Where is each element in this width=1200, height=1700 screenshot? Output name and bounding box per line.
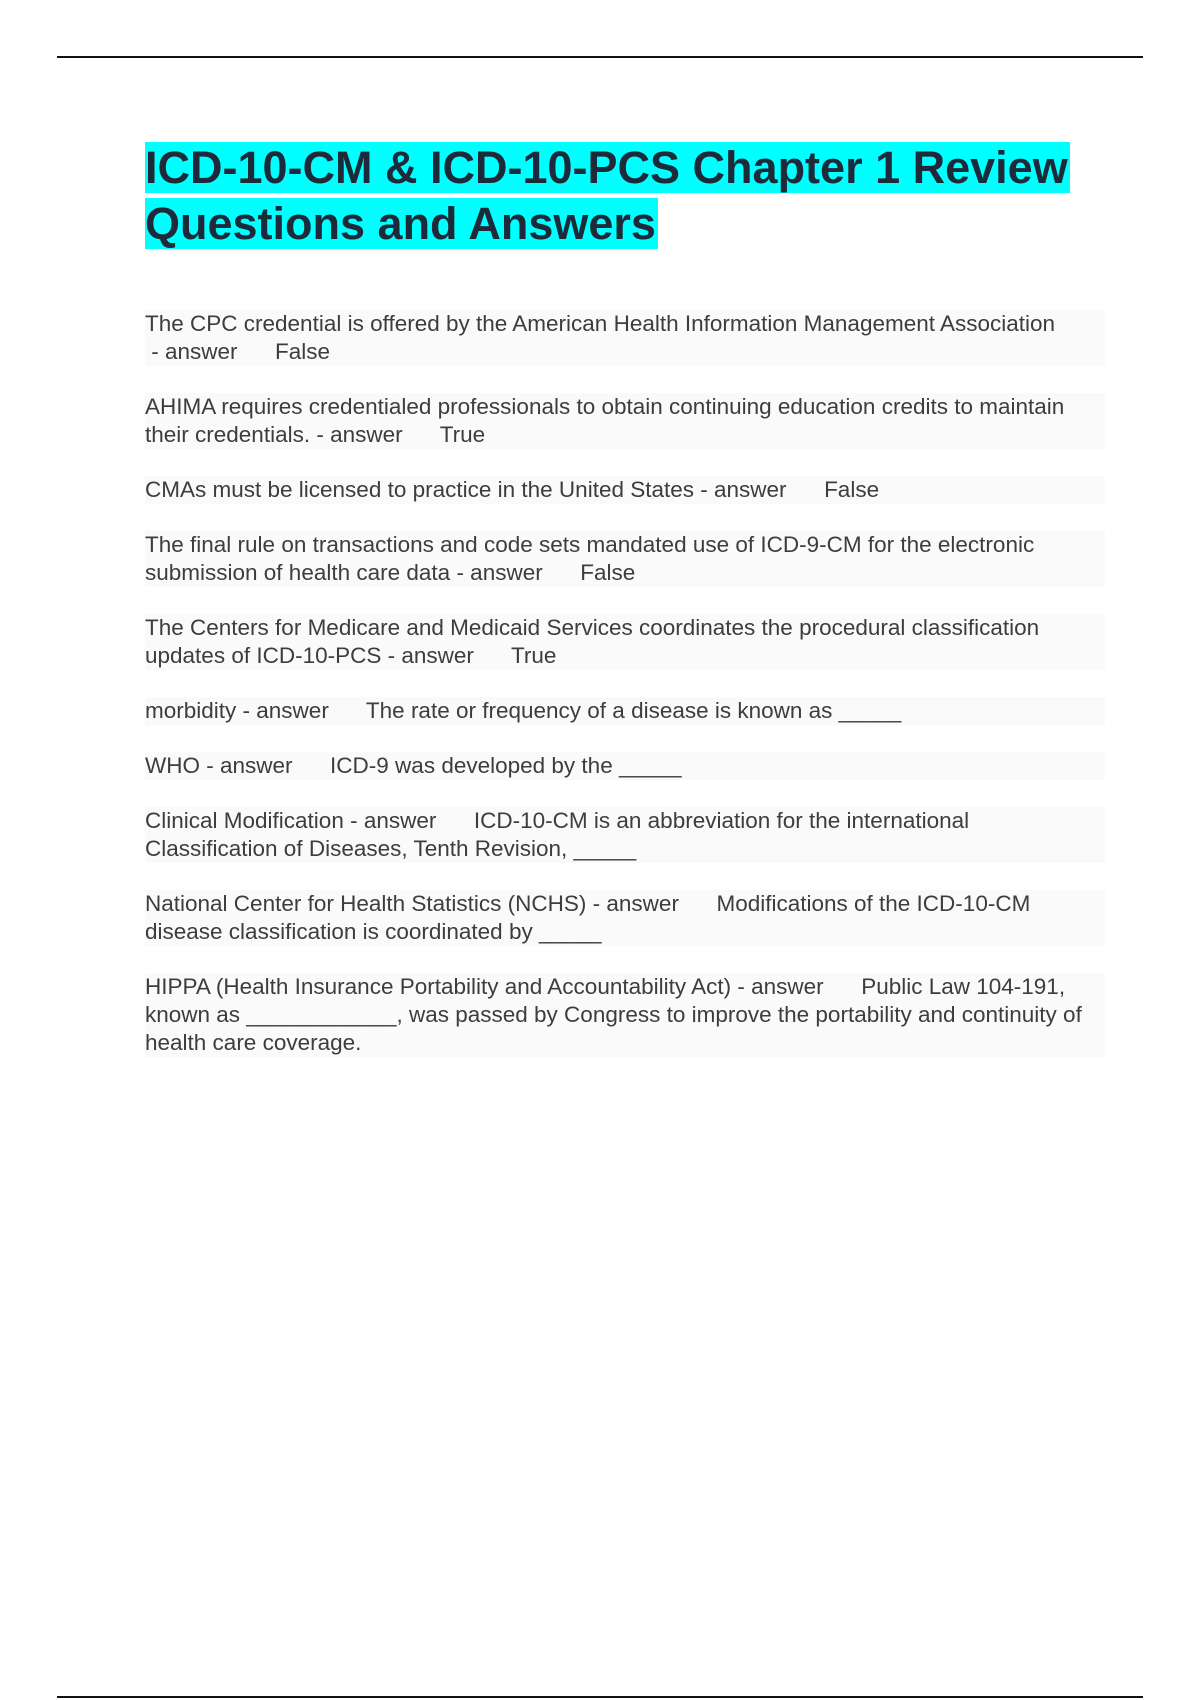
qa-answer: False: [580, 560, 636, 585]
qa-question: Clinical Modification: [145, 808, 344, 833]
qa-separator: - answer: [694, 477, 825, 502]
qa-item: [145, 807, 1105, 863]
qa-separator: - answer: [200, 753, 331, 778]
qa-item: [145, 476, 1105, 504]
qa-question: WHO: [145, 753, 200, 778]
qa-separator: - answer: [236, 698, 366, 723]
qa-answer: True: [439, 422, 486, 447]
qa-answer: False: [824, 477, 880, 502]
qa-answer: Public Law 104-191, known as ____________, was passed by Congress to improve the portability and continuity of health care coverage.: [145, 974, 1082, 1055]
qa-question: morbidity: [145, 698, 237, 723]
document-title-text: ICD-10-CM & ICD-10-PCS Chapter 1 Review Questions and Answers: [145, 142, 1068, 249]
qa-answer: Modifications of the ICD-10-CM disease classification is coordinated by _____: [145, 891, 1031, 944]
qa-question: The CPC credential is offered by the American Health Information Management Association: [145, 311, 1056, 336]
qa-item: [145, 973, 1105, 1057]
qa-question: The final rule on transactions and code sets mandated use of ICD-9-CM for the electronic submission of health care data: [145, 532, 1035, 585]
qa-question: National Center for Health Statistics (NCHS): [145, 891, 587, 916]
qa-separator: - answer: [381, 643, 512, 668]
qa-item: [145, 890, 1105, 946]
qa-question: HIPPA (Health Insurance Portability and Accountability Act): [145, 974, 732, 999]
qa-item: [145, 697, 1105, 725]
qa-answer: The rate or frequency of a disease is known as _____: [365, 698, 902, 723]
qa-question: CMAs must be licensed to practice in the United States: [145, 477, 695, 502]
document-title: [145, 140, 1105, 252]
top-rule: [57, 56, 1143, 58]
qa-item: [145, 310, 1105, 366]
qa-question: AHIMA requires credentialed professionals to obtain continuing education credits to maintain their credentials.: [145, 394, 1065, 447]
qa-item: [145, 614, 1105, 670]
qa-answer: False: [275, 339, 331, 364]
qa-separator: - answer: [343, 808, 474, 833]
qa-question: The Centers for Medicare and Medicaid Services coordinates the procedural classification updates of ICD-10-PCS: [145, 615, 1040, 668]
qa-separator: - answer: [310, 422, 440, 447]
qa-answer: ICD-9 was developed by the _____: [330, 753, 682, 778]
qa-answer: ICD-10-CM is an abbreviation for the international Classification of Diseases, Tenth Revision, _____: [145, 808, 970, 861]
qa-separator: - answer: [586, 891, 717, 916]
qa-list: [145, 310, 1105, 1057]
qa-separator: - answer: [145, 339, 276, 364]
bottom-rule: [57, 1696, 1143, 1698]
qa-item: [145, 393, 1105, 449]
document-body: [145, 140, 1105, 1084]
qa-separator: - answer: [731, 974, 862, 999]
qa-answer: True: [511, 643, 557, 668]
qa-item: [145, 531, 1105, 587]
qa-separator: - answer: [450, 560, 581, 585]
qa-item: [145, 752, 1105, 780]
